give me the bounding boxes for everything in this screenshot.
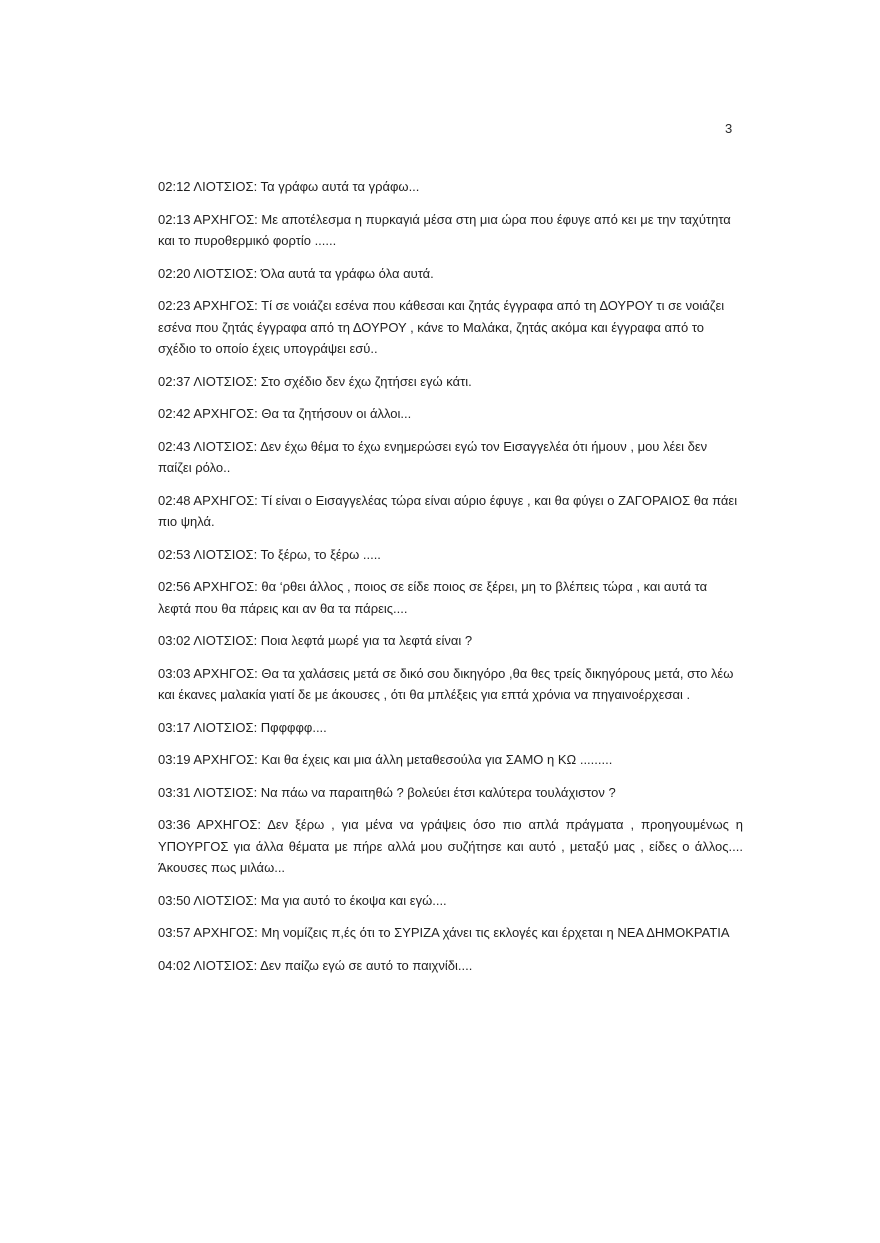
transcript-entry: 03:17 ΛΙΟΤΣΙΟΣ: Πφφφφφ.... [158,719,327,735]
transcript-entry: 03:03 ΑΡΧΗΓΟΣ: Θα τα χαλάσεις μετά σε δικό σου δικηγόρο ,θα θες τρείς δικηγόρους μετά, στο λέω και έκανες μαλακία γιατί δε με άκουσες , ότι θα μπλέξεις για επτά χρόνια να πηγαινοέρχεσαι . [158,665,734,702]
transcript-entry: 02:43 ΛΙΟΤΣΙΟΣ: Δεν έχω θέμα το έχω ενημερώσει εγώ τον Εισαγγελέα ότι ήμουν , μου λέει δεν παίζει ρόλο.. [158,438,708,475]
transcript-entry: 02:13 ΑΡΧΗΓΟΣ: Με αποτέλεσμα η πυρκαγιά μέσα στη μια ώρα που έφυγε από κει με την ταχύτητα και το πυροθερμικό φορτίο ...... [158,211,731,248]
transcript-entry: 02:23 ΑΡΧΗΓΟΣ: Τί σε νοιάζει εσένα που κάθεσαι και ζητάς έγγραφα από τη ΔΟΥΡΟΥ τι σε νοιάζει εσένα που ζητάς έγγραφα από τη ΔΟΥΡΟΥ , κάνε το Μαλάκα, ζητάς ακόμα και έγγραφα από το σχέδιο το οποίο έχεις υπογράψει εσύ.. [158,298,725,356]
transcript-entry: 03:19 ΑΡΧΗΓΟΣ: Και θα έχεις και μια άλλη μεταθεσούλα για ΣΑΜΟ η ΚΩ ......... [158,752,613,767]
transcript-entry: 02:56 ΑΡΧΗΓΟΣ: θα ‘ρθει άλλος , ποιος σε είδε ποιος σε ξέρει, μη το βλέπεις τώρα , και αυτά τα λεφτά που θα πάρεις και αν θα τα πάρεις.... [158,579,708,616]
page-number: 3 [725,121,733,136]
transcript-entry: 02:48 ΑΡΧΗΓΟΣ: Τί είναι ο Εισαγγελέας τώρα είναι αύριο έφυγε , και θα φύγει ο ΖΑΓΟΡΑΙΟΣ θα πάει πιο ψηλά. [158,492,738,529]
transcript [158,176,743,987]
transcript-entry: 02:37 ΛΙΟΤΣΙΟΣ: Στο σχέδιο δεν έχω ζητήσει εγώ κάτι. [158,373,472,389]
transcript-entry: 02:53 ΛΙΟΤΣΙΟΣ: Το ξέρω, το ξέρω ..... [158,546,381,562]
transcript-entry: 02:42 ΑΡΧΗΓΟΣ: Θα τα ζητήσουν οι άλλοι... [158,406,412,421]
transcript-entry: 02:12 ΛΙΟΤΣΙΟΣ: Τα γράφω αυτά τα γράφω... [158,179,420,194]
transcript-entry: 03:31 ΛΙΟΤΣΙΟΣ: Να πάω να παραιτηθώ ? βολεύει έτσι καλύτερα τουλάχιστον ? [158,784,616,800]
transcript-entry: 03:36 ΑΡΧΗΓΟΣ: Δεν ξέρω , για μένα να γράψεις όσο πιο απλά πράγματα , προηγουμένως η ΥΠΟΥΡΓΟΣ για άλλα θέματα με πήρε αλλά μου συζήτησε και αυτό , μεταξύ μας , είδες ο άλλος.... Άκουσες πως μιλάω... [158,817,743,875]
transcript-entry: 03:50 ΛΙΟΤΣΙΟΣ: Μα για αυτό το έκοψα και εγώ.... [158,892,447,908]
transcript-entry: 03:02 ΛΙΟΤΣΙΟΣ: Ποια λεφτά μωρέ για τα λεφτά είναι ? [158,633,473,648]
transcript-entry: 03:57 ΑΡΧΗΓΟΣ: Μη νομίζεις π,ές ότι το ΣΥΡΙΖΑ χάνει τις εκλογές και έρχεται η ΝΕΑ ΔΗΜΟΚΡΑΤΙΑ [158,925,730,940]
transcript-entry: 02:20 ΛΙΟΤΣΙΟΣ: Όλα αυτά τα γράφω όλα αυτά. [158,265,434,281]
transcript-entry: 04:02 ΛΙΟΤΣΙΟΣ: Δεν παίζω εγώ σε αυτό το παιχνίδι.... [158,957,473,973]
